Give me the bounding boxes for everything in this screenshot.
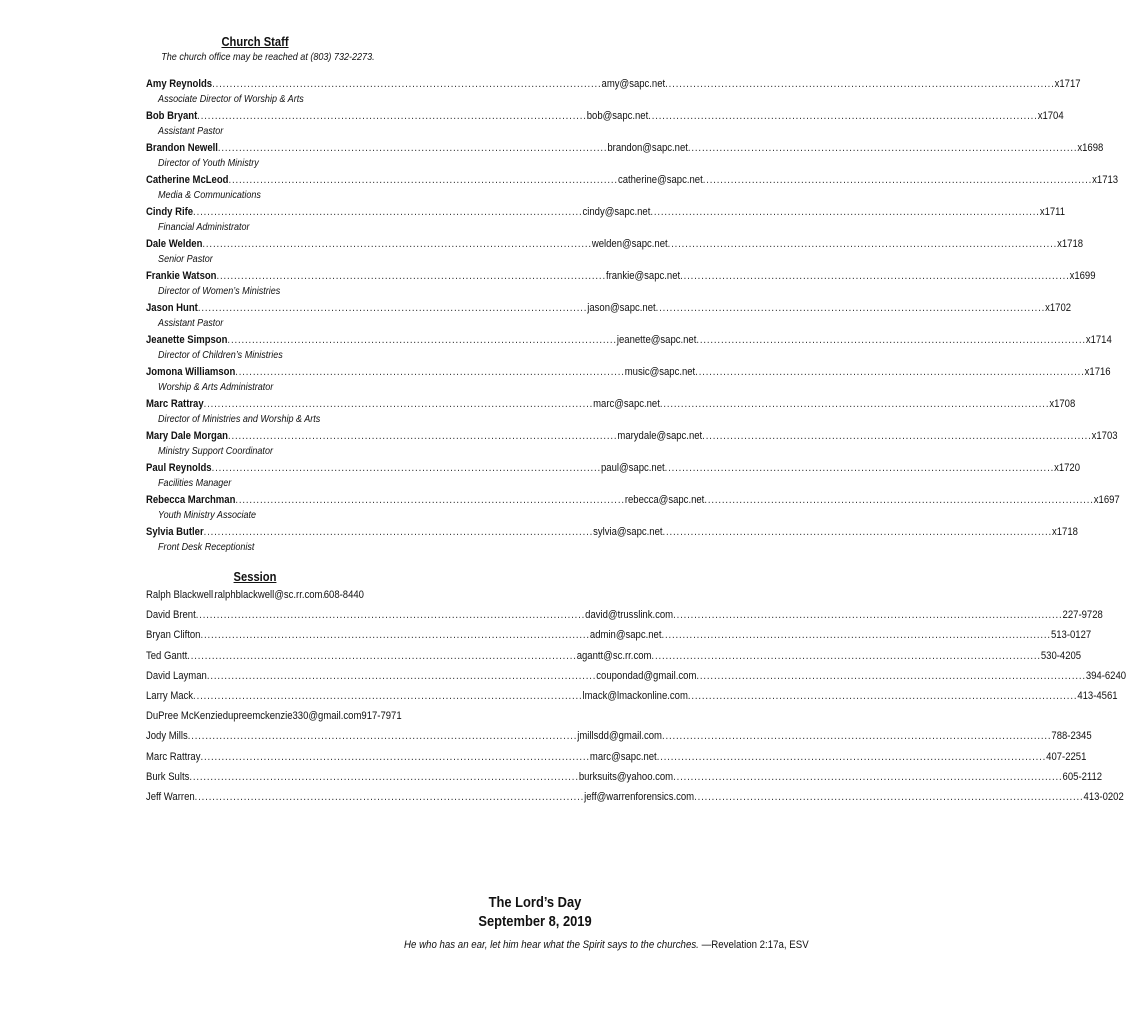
staff-list bbox=[146, 77, 1120, 557]
staff-email[interactable]: welden@sapc.net bbox=[591, 238, 668, 250]
staff-email[interactable]: bob@sapc.net bbox=[586, 110, 649, 122]
staff-extension: x1698 bbox=[1077, 142, 1104, 154]
session-name: DuPree McKenzie bbox=[146, 710, 223, 723]
session-entry bbox=[146, 709, 402, 729]
staff-extension: x1704 bbox=[1037, 110, 1064, 122]
session-list bbox=[146, 588, 1126, 810]
session-phone: 605-2112 bbox=[1062, 770, 1103, 783]
session-phone: 394-6240 bbox=[1085, 669, 1126, 682]
staff-extension: x1697 bbox=[1093, 494, 1120, 506]
bulletin-footer bbox=[300, 893, 770, 931]
staff-extension: x1713 bbox=[1092, 174, 1119, 186]
staff-email[interactable]: frankie@sapc.net bbox=[605, 270, 681, 282]
staff-name: Cindy Rife bbox=[146, 206, 194, 218]
staff-extension: x1699 bbox=[1069, 270, 1096, 282]
staff-extension: x1717 bbox=[1054, 78, 1081, 90]
session-entry bbox=[146, 729, 1092, 749]
staff-role: Ministry Support Coordinator bbox=[158, 445, 273, 457]
staff-role: Director of Ministries and Worship & Arts bbox=[158, 413, 321, 425]
session-email[interactable]: jmillsdd@gmail.com bbox=[577, 730, 662, 743]
session-phone: 227-9728 bbox=[1062, 609, 1103, 622]
session-entry bbox=[146, 608, 1103, 628]
staff-email[interactable]: jeanette@sapc.net bbox=[616, 334, 697, 346]
session-name: Ted Gantt bbox=[146, 649, 188, 662]
staff-email[interactable]: rebecca@sapc.net bbox=[624, 494, 705, 506]
staff-role: Facilities Manager bbox=[158, 477, 232, 489]
session-email[interactable]: burksuits@yahoo.com bbox=[578, 770, 674, 783]
staff-role: Assistant Pastor bbox=[158, 125, 224, 137]
staff-extension: x1718 bbox=[1051, 526, 1078, 538]
verse-quote: He who has an ear, let him hear what the Spirit says to the churches. bbox=[404, 939, 699, 951]
staff-extension: x1714 bbox=[1085, 334, 1112, 346]
staff-entry bbox=[146, 141, 1104, 173]
staff-entry bbox=[146, 77, 1081, 109]
staff-extension: x1708 bbox=[1049, 398, 1076, 410]
staff-role: Financial Administrator bbox=[158, 221, 250, 233]
staff-email[interactable]: marc@sapc.net bbox=[593, 398, 660, 410]
staff-email[interactable]: catherine@sapc.net bbox=[617, 174, 703, 186]
staff-role: Director of Children’s Ministries bbox=[158, 349, 283, 361]
staff-email[interactable]: jason@sapc.net bbox=[587, 302, 656, 314]
staff-name: Dale Welden bbox=[146, 238, 203, 250]
staff-directory-column bbox=[146, 34, 1126, 810]
scripture-verse bbox=[404, 939, 809, 951]
session-phone: 413-0202 bbox=[1083, 790, 1124, 803]
staff-role: Senior Pastor bbox=[158, 253, 213, 265]
staff-entry bbox=[146, 525, 1078, 557]
session-email[interactable]: admin@sapc.net bbox=[589, 629, 662, 642]
staff-entry bbox=[146, 109, 1064, 141]
session-email[interactable]: david@trusslink.com bbox=[585, 609, 674, 622]
session-name: Burk Sults bbox=[146, 770, 190, 783]
staff-role: Front Desk Receptionist bbox=[158, 541, 255, 553]
session-email[interactable]: dupreemckenzie330@gmail.com bbox=[222, 710, 362, 723]
session-email[interactable]: marc@sapc.net bbox=[589, 750, 657, 763]
lords-day-title: The Lord’s Day bbox=[488, 894, 582, 911]
staff-extension: x1718 bbox=[1057, 238, 1084, 250]
session-name: Jeff Warren bbox=[146, 790, 195, 803]
staff-entry bbox=[146, 301, 1072, 333]
session-name: Ralph Blackwell bbox=[146, 589, 214, 601]
session-entry bbox=[146, 669, 1126, 689]
staff-extension: x1703 bbox=[1091, 430, 1118, 442]
staff-entry bbox=[146, 493, 1120, 525]
staff-role: Youth Ministry Associate bbox=[158, 509, 257, 521]
staff-name: Bob Bryant bbox=[146, 110, 198, 122]
staff-name: Paul Reynolds bbox=[146, 462, 212, 474]
staff-role: Associate Director of Worship & Arts bbox=[158, 93, 304, 105]
staff-email[interactable]: marydale@sapc.net bbox=[617, 430, 703, 442]
session-email[interactable]: lmack@lmackonline.com bbox=[582, 689, 688, 702]
session-entry bbox=[146, 628, 1092, 648]
session-entry bbox=[146, 750, 1087, 770]
verse-reference: —Revelation 2:17a, ESV bbox=[701, 939, 809, 951]
staff-role: Director of Women’s Ministries bbox=[158, 285, 281, 297]
staff-email[interactable]: amy@sapc.net bbox=[601, 78, 666, 90]
session-entry bbox=[146, 770, 1103, 790]
staff-extension: x1711 bbox=[1039, 206, 1066, 218]
staff-entry bbox=[146, 173, 1119, 205]
session-email[interactable]: jeff@warrenforensics.com bbox=[584, 790, 695, 803]
staff-name: Jeanette Simpson bbox=[146, 334, 228, 346]
staff-name: Amy Reynolds bbox=[146, 78, 213, 90]
staff-role: Assistant Pastor bbox=[158, 317, 224, 329]
session-name: Larry Mack bbox=[146, 689, 194, 702]
staff-name: Mary Dale Morgan bbox=[146, 430, 228, 442]
staff-role: Director of Youth Ministry bbox=[158, 157, 259, 169]
staff-entry bbox=[146, 429, 1118, 461]
session-name: Marc Rattray bbox=[146, 750, 201, 763]
staff-name: Sylvia Butler bbox=[146, 526, 204, 538]
session-phone: 608-8440 bbox=[323, 589, 364, 601]
session-phone: 413-4561 bbox=[1077, 689, 1118, 702]
staff-name: Catherine McLeod bbox=[146, 174, 229, 186]
session-entry bbox=[146, 790, 1124, 810]
session-email[interactable]: ralphblackwell@sc.rr.com bbox=[214, 589, 323, 601]
church-staff-heading: Church Staff bbox=[221, 34, 289, 49]
staff-name: Jomona Williamson bbox=[146, 366, 236, 378]
session-phone: 513-0127 bbox=[1050, 629, 1092, 642]
session-entry bbox=[146, 689, 1118, 709]
staff-role: Worship & Arts Administrator bbox=[158, 381, 274, 393]
staff-entry bbox=[146, 205, 1066, 237]
staff-name: Rebecca Marchman bbox=[146, 494, 236, 506]
staff-email[interactable]: brandon@sapc.net bbox=[607, 142, 688, 154]
staff-entry bbox=[146, 237, 1084, 269]
session-name: David Layman bbox=[146, 669, 207, 682]
bulletin-date: September 8, 2019 bbox=[478, 913, 592, 930]
session-heading: Session bbox=[233, 569, 277, 584]
staff-name: Frankie Watson bbox=[146, 270, 217, 282]
staff-extension: x1702 bbox=[1045, 302, 1072, 314]
staff-name: Marc Rattray bbox=[146, 398, 204, 410]
session-email[interactable]: coupondad@gmail.com bbox=[596, 669, 697, 682]
session-email[interactable]: agantt@sc.rr.com bbox=[576, 649, 652, 662]
session-entry bbox=[146, 588, 364, 608]
session-phone: 788-2345 bbox=[1051, 730, 1092, 743]
staff-email[interactable]: sylvia@sapc.net bbox=[593, 526, 663, 538]
session-name: David Brent bbox=[146, 609, 196, 622]
staff-role: Media & Communications bbox=[158, 189, 261, 201]
staff-extension: x1720 bbox=[1054, 462, 1081, 474]
staff-name: Jason Hunt bbox=[146, 302, 198, 314]
staff-email[interactable]: cindy@sapc.net bbox=[582, 206, 651, 218]
session-name: Jody Mills bbox=[146, 730, 188, 743]
session-phone: 407-2251 bbox=[1046, 750, 1087, 763]
staff-extension: x1716 bbox=[1084, 366, 1111, 378]
staff-entry bbox=[146, 269, 1096, 301]
session-phone: 917-7971 bbox=[361, 710, 402, 723]
session-phone: 530-4205 bbox=[1040, 649, 1082, 662]
staff-email[interactable]: music@sapc.net bbox=[624, 366, 696, 378]
session-name: Bryan Clifton bbox=[146, 629, 201, 642]
staff-entry bbox=[146, 397, 1076, 429]
church-office-phone-note: The church office may be reached at (803) 732-2273. bbox=[161, 51, 375, 63]
staff-entry bbox=[146, 461, 1081, 493]
staff-name: Brandon Newell bbox=[146, 142, 218, 154]
staff-entry bbox=[146, 333, 1112, 365]
staff-entry bbox=[146, 365, 1111, 397]
session-entry bbox=[146, 649, 1082, 669]
staff-email[interactable]: paul@sapc.net bbox=[601, 462, 665, 474]
